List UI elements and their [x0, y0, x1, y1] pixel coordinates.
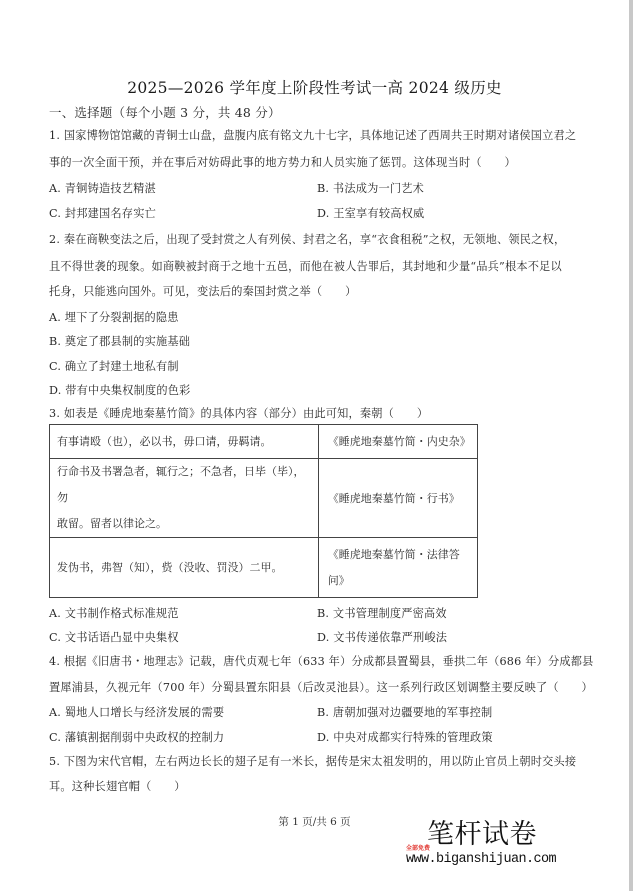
table-cell-source: [318, 459, 477, 538]
watermark-brand: 笔杆试卷: [427, 819, 537, 850]
option-b: B. 奠定了郡县制的实施基础: [49, 335, 191, 348]
question-stem-line: 4. 根据《旧唐书・地理志》记载，唐代贞观七年（633 年）分成都县置蜀县，垂拱二年（686 年）分成都县: [49, 655, 594, 668]
cell-text: 发伪书，弗智（知），赀（没收、罚没）二甲。: [57, 561, 283, 574]
exam-title: 2025—2026 学年度上阶段性考试一高 2024 级历史: [127, 79, 502, 97]
option-d: D. 中央对成都实行特殊的管理政策: [317, 731, 493, 744]
table-row: [50, 425, 478, 459]
table-cell-content: [50, 459, 319, 538]
watermark-tagline: 全部免费: [406, 845, 431, 852]
option-a: A. 文书制作格式标准规范: [49, 607, 179, 620]
option-b: B. 书法成为一门艺术: [317, 182, 425, 195]
cell-text: 《睡虎地秦墓竹简・内史杂》: [327, 435, 471, 448]
option-b: B. 文书管理制度严密高效: [317, 607, 447, 620]
section-heading: 一、选择题（每个小题 3 分，共 48 分）: [49, 105, 281, 120]
cell-text: 敢留。留者以律论之。: [57, 517, 167, 530]
question-stem-line: 1. 国家博物馆馆藏的青铜士山盘，盘腹内底有铭文九十七字，具体地记述了西周共王时期对诸侯国立君之: [49, 129, 577, 142]
table-row: [50, 459, 478, 538]
question-stem-line: 3. 如表是《睡虎地秦墓竹简》的具体内容（部分）由此可知，秦朝（ ）: [49, 407, 429, 420]
cell-text: 有事请殴（也），必以书，毋口请，毋羁请。: [57, 435, 272, 448]
option-a: A. 蜀地人口增长与经济发展的需要: [49, 706, 225, 719]
question-stem-line: 耳。这种长翅官帽（ ）: [49, 780, 186, 793]
option-a: A. 埋下了分裂割据的隐患: [49, 311, 179, 324]
option-b: B. 唐朝加强对边疆要地的军事控制: [317, 706, 493, 719]
option-c: C. 确立了封建土地私有制: [49, 360, 179, 373]
question-stem-line: 且不得世袭的现象。如商鞅被封商于之地十五邑，而他在被人告罪后，其封地和少量“品兵”根本不足以: [49, 260, 562, 273]
question-stem-line: 事的一次全面干预，并在事后对妨碍此事的地方势力和人员实施了惩罚。这体现当时（ ）: [49, 156, 516, 169]
question-stem-line: 5. 下图为宋代官帽，左右两边长长的翅子足有一米长，据传是宋太祖发明的，用以防止官员上朝时交头接: [49, 755, 577, 768]
cell-text: 《睡虎地秦墓竹简・行书》: [327, 491, 460, 505]
question-stem-line: 托身，只能逃向国外。可见，变法后的秦国封赏之举（ ）: [49, 285, 357, 298]
option-d: D. 文书传递依靠严刑峻法: [317, 631, 448, 644]
vertical-scrollbar[interactable]: [629, 0, 633, 891]
option-d: D. 带有中央集权制度的色彩: [49, 384, 191, 397]
cell-text: 行命书及书署急者，辄行之；不急者，日毕（毕），勿: [57, 465, 305, 504]
table-row: [50, 538, 478, 598]
source-table: [49, 424, 478, 598]
table-cell-content: [50, 425, 319, 459]
cell-text: 问》: [327, 573, 350, 587]
option-c: C. 藩镇割据削弱中央政权的控制力: [49, 731, 225, 744]
watermark-url: www.biganshijuan.com: [406, 852, 557, 867]
table-cell-source: [318, 425, 477, 459]
option-c: C. 文书话语凸显中央集权: [49, 631, 179, 644]
question-stem-line: 2. 秦在商鞅变法之后，出现了受封赏之人有列侯、封君之名，享“衣食租税”之权，无领地、领民之权，: [49, 233, 566, 246]
table-cell-source: [318, 538, 477, 598]
option-c: C. 封邦建国名存实亡: [49, 207, 156, 220]
page-number: 第 1 页/共 6 页: [278, 816, 351, 828]
question-stem-line: 置犀浦县，久视元年（700 年）分蜀县置东阳县（后改灵池县）。这一系列行政区划调整主要反映了（ ）: [49, 681, 593, 694]
option-a: A. 青铜铸造技艺精湛: [49, 182, 156, 195]
table-cell-content: [50, 538, 319, 598]
option-d: D. 王室享有较高权威: [317, 207, 425, 220]
cell-text: 《睡虎地秦墓竹简・法律答: [327, 547, 460, 561]
